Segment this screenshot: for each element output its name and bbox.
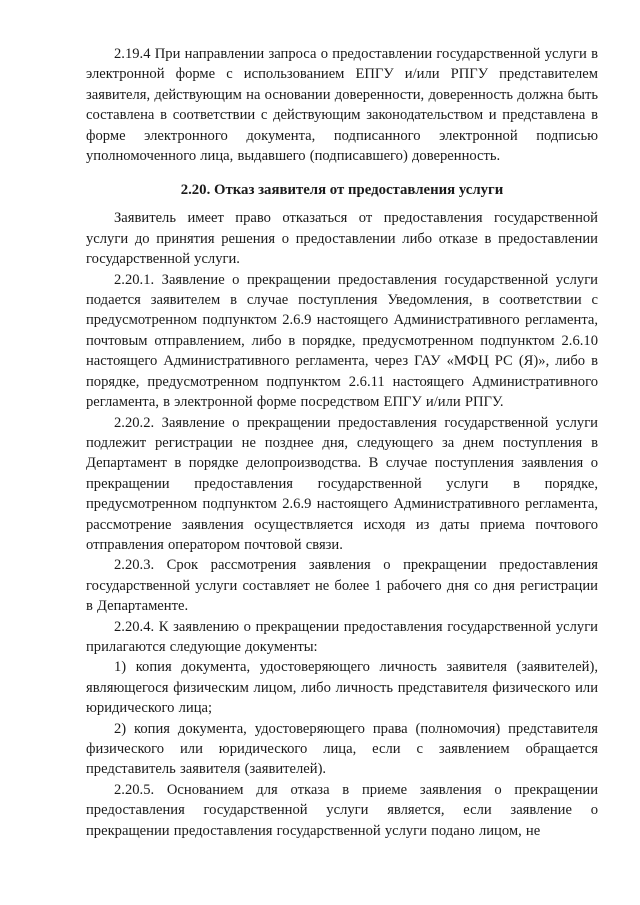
paragraph-2-20-2: 2.20.2. Заявление о прекращении предоставления государственной услуги подлежит регистрации не позднее дня, следующего за днем поступления в Департамент в порядке делопроизводства. В случае поступления заявления о прекращении предоставления государственной услуги в порядке, предусмотренном подпунктом 2.6.9 настоящего Административного регламента, рассмотрение заявления осуществляется исходя из даты приема почтового отправления оператором почтовой связи. xyxy=(86,414,598,553)
document-page xyxy=(86,44,598,884)
paragraph-2-20-3: 2.20.3. Срок рассмотрения заявления о прекращении предоставления государственной услуги составляет не более 1 рабочего дня со дня регистрации в Департаменте. xyxy=(86,557,598,615)
intro-paragraph: 2.19.4 При направлении запроса о предоставлении государственной услуги в электронной форме с использованием ЕПГУ и/или РПГУ представителем заявителя, действующим на основании доверенности, доверенность должна быть составлена в соответствии с действующим законодательством и представлена в форме электронного документа, подписанного электронной подписью уполномоченного лица, выдавшего (подписавшего) доверенность. xyxy=(86,46,598,165)
paragraph-2-20-4: 2.20.4. К заявлению о прекращении предоставления государственной услуги прилагаются следующие документы: xyxy=(86,618,598,655)
list-item-1: 1) копия документа, удостоверяющего личность заявителя (заявителей), являющегося физическим лицом, либо личность представителя физического или юридического лица; xyxy=(86,659,598,717)
section-title: 2.20. Отказ заявителя от предоставления услуги xyxy=(180,182,504,199)
paragraph-2-20-5: 2.20.5. Основанием для отказа в приеме заявления о прекращении предоставления государственной услуги является, если заявление о прекращении предоставления государственной услуги подано лицом, не xyxy=(86,781,598,839)
paragraph-refusal-right: Заявитель имеет право отказаться от предоставления государственной услуги до принятия решения о предоставлении либо отказе в предоставлении государственной услуги. xyxy=(86,210,598,268)
list-item-2: 2) копия документа, удостоверяющего права (полномочия) представителя физического или юридического лица, если с заявлением обращается представитель заявителя (заявителей). xyxy=(86,720,598,778)
paragraph-2-20-1: 2.20.1. Заявление о прекращении предоставления государственной услуги подается заявителем в случае поступления Уведомления, в соответствии с предусмотренном подпунктом 2.6.9 настоящего Административного регламента, почтовым отправлением, либо в порядке, предусмотренном подпунктом 2.6.10 настоящего Административного регламента, через ГАУ «МФЦ РС (Я)», либо в порядке, предусмотренном подпунктом 2.6.11 настоящего Административного регламента, в электронной форме посредством ЕПГУ и/или РПГУ. xyxy=(86,271,598,411)
